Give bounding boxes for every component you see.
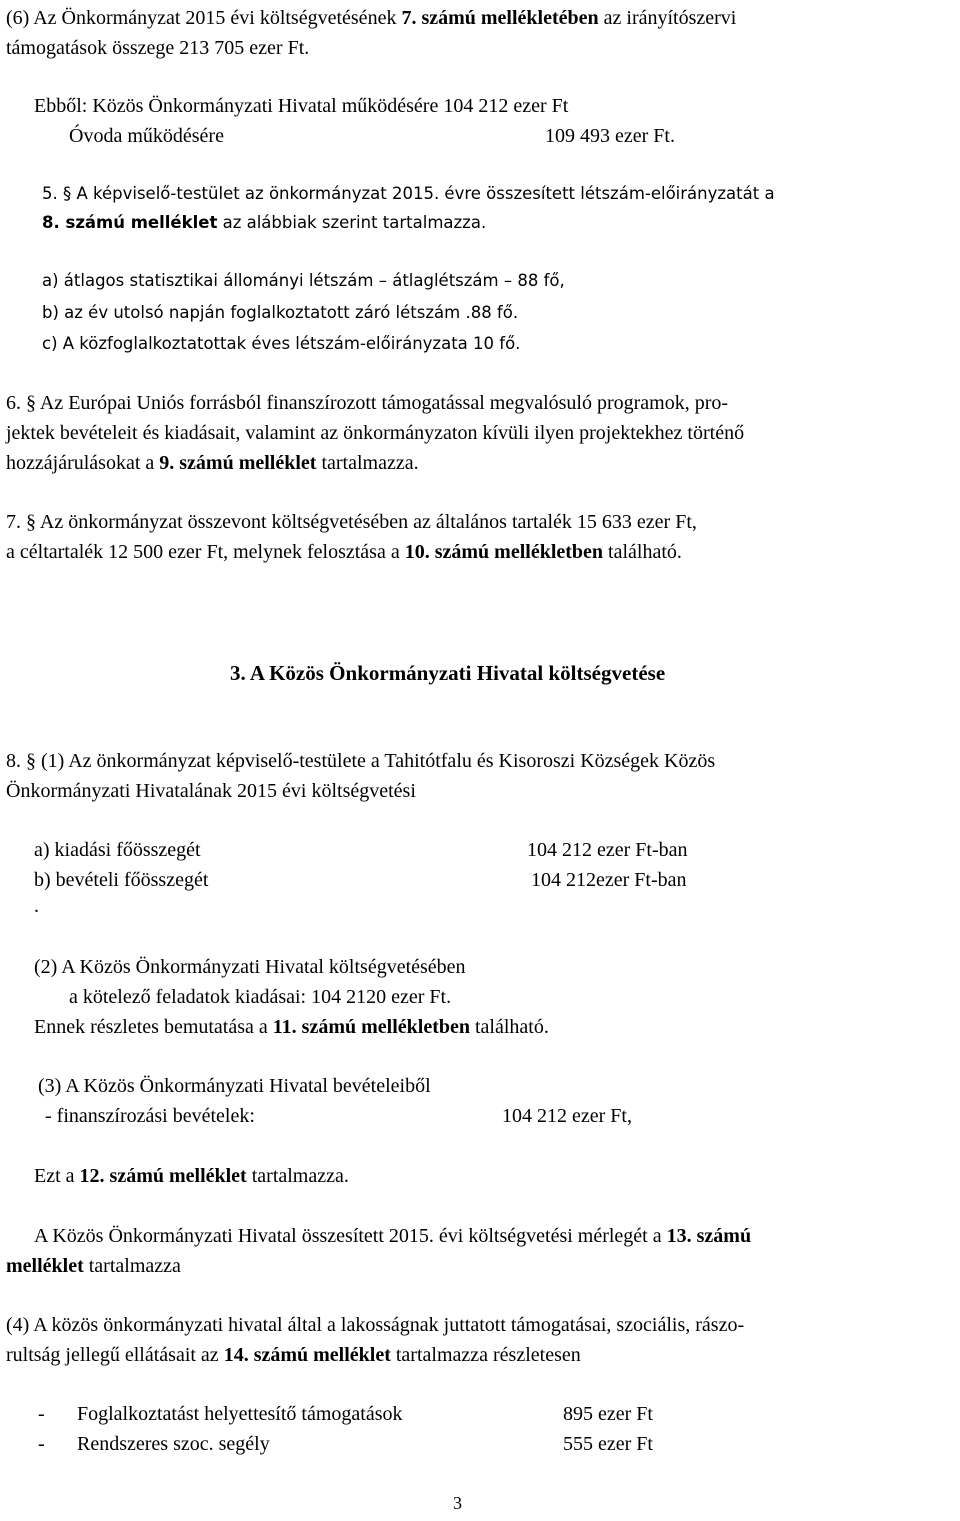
- list-item-value: 555 ezer Ft: [563, 1433, 653, 1455]
- text: A Közös Önkormányzati Hivatal összesített 2015. évi költségvetési mérlegét a: [34, 1225, 667, 1247]
- section-8-line-1: 8. § (1) Az önkormányzat képviselő-testülete a Tahitótfalu és Kisoroszi Községek Közös: [6, 750, 716, 772]
- annex-reference: melléklet: [6, 1255, 84, 1277]
- annex-12-line: [34, 1164, 349, 1188]
- text: tartalmazza részletesen: [390, 1344, 581, 1366]
- text: Ezt a: [34, 1165, 80, 1187]
- annex-reference: 9. számú melléklet: [159, 452, 317, 474]
- chapter-heading: 3. A Közös Önkormányzati Hivatal költségvetése: [230, 661, 666, 685]
- annex-reference: 11. számú mellékletben: [272, 1016, 470, 1038]
- text: tartalmazza.: [316, 452, 419, 474]
- text: az alábbiak szerint tartalmazza.: [217, 213, 487, 232]
- section-8-line-2: Önkormányzati Hivatalának 2015 évi költségvetési: [6, 780, 416, 802]
- stray-dot: .: [34, 895, 39, 917]
- section-5-item-c: c) A közfoglalkoztatottak éves létszám-előirányzata 10 fő.: [42, 334, 521, 353]
- section-5-line-2: [42, 211, 486, 235]
- annex-reference: 7. számú mellékletében: [401, 7, 599, 29]
- paragraph-6-line-3: Ebből: Közös Önkormányzati Hivatal működésére 104 212 ezer Ft: [34, 95, 569, 117]
- text: hozzájárulásokat a: [6, 452, 160, 474]
- section-6-line-1: 6. § Az Európai Uniós forrásból finanszírozott támogatással megvalósuló programok, pro-: [6, 392, 729, 414]
- text: a céltartalék 12 500 ezer Ft, melynek felosztása a: [6, 541, 405, 563]
- section-6-line-2: jektek bevételeit és kiadásait, valamint az önkormányzaton kívüli ilyen projektekhez történő: [6, 422, 745, 444]
- list-item-label: Rendszeres szoc. segély: [77, 1433, 270, 1455]
- page-number: 3: [453, 1493, 462, 1513]
- list-dash: -: [38, 1403, 45, 1425]
- paragraph-4-line-2: [6, 1343, 581, 1367]
- financing-revenue-label: - finanszírozási bevételek:: [45, 1105, 255, 1127]
- revenue-total-label: b) bevételi főösszegét: [34, 869, 209, 891]
- text: (6) Az Önkormányzat 2015 évi költségvetésének: [6, 7, 402, 29]
- expenditure-total-label: a) kiadási főösszegét: [34, 839, 201, 861]
- balance-line-1: [34, 1224, 751, 1248]
- annex-reference: 10. számú mellékletben: [404, 541, 604, 563]
- text: tartalmazza.: [246, 1165, 349, 1187]
- paragraph-6-line-2: támogatások összege 213 705 ezer Ft.: [6, 37, 310, 59]
- paragraph-6-line-1: [6, 6, 736, 30]
- section-6-line-3: [6, 451, 419, 475]
- annex-reference: 13. számú: [666, 1225, 752, 1247]
- financing-revenue-value: 104 212 ezer Ft,: [502, 1105, 632, 1127]
- text: rultság jellegű ellátásait az: [6, 1344, 224, 1366]
- section-7-line-1: 7. § Az önkormányzat összevont költségvetésében az általános tartalék 15 633 ezer Ft,: [6, 511, 697, 533]
- expenditure-total-value: 104 212 ezer Ft-ban: [527, 839, 688, 861]
- paragraph-2-line-3: [34, 1015, 549, 1039]
- section-7-line-2: [6, 540, 682, 564]
- revenue-total-value: 104 212ezer Ft-ban: [531, 869, 687, 891]
- balance-line-2: [6, 1254, 181, 1278]
- paragraph-4-line-1: (4) A közös önkormányzati hivatal által a lakosságnak juttatott támogatásai, szociális, rászo-: [6, 1314, 745, 1336]
- text: található.: [470, 1016, 549, 1038]
- list-item-value: 895 ezer Ft: [563, 1403, 653, 1425]
- annex-reference: 12. számú melléklet: [79, 1165, 247, 1187]
- text: tartalmazza: [83, 1255, 181, 1277]
- kindergarten-value: 109 493 ezer Ft.: [545, 125, 675, 147]
- text: található.: [603, 541, 682, 563]
- paragraph-2-line-1: (2) A Közös Önkormányzati Hivatal költségvetésében: [34, 956, 466, 978]
- kindergarten-label: Óvoda működésére: [69, 125, 224, 147]
- section-5-item-a: a) átlagos statisztikai állományi létszám – átlaglétszám – 88 fő,: [42, 271, 565, 290]
- text: Ennek részletes bemutatása a: [34, 1016, 273, 1038]
- text: az irányítószervi: [598, 7, 737, 29]
- list-item-label: Foglalkoztatást helyettesítő támogatások: [77, 1403, 403, 1425]
- paragraph-3-line-1: (3) A Közös Önkormányzati Hivatal bevételeiből: [38, 1075, 431, 1097]
- annex-reference: 8. számú melléklet: [42, 213, 218, 232]
- section-5-line-1: 5. § A képviselő-testület az önkormányzat 2015. évre összesített létszám-előirányzatát a: [42, 184, 775, 203]
- list-dash: -: [38, 1433, 45, 1455]
- annex-reference: 14. számú melléklet: [223, 1344, 391, 1366]
- paragraph-2-line-2: a kötelező feladatok kiadásai: 104 2120 ezer Ft.: [69, 986, 452, 1008]
- section-5-item-b: b) az év utolsó napján foglalkoztatott záró létszám .88 fő.: [42, 303, 519, 322]
